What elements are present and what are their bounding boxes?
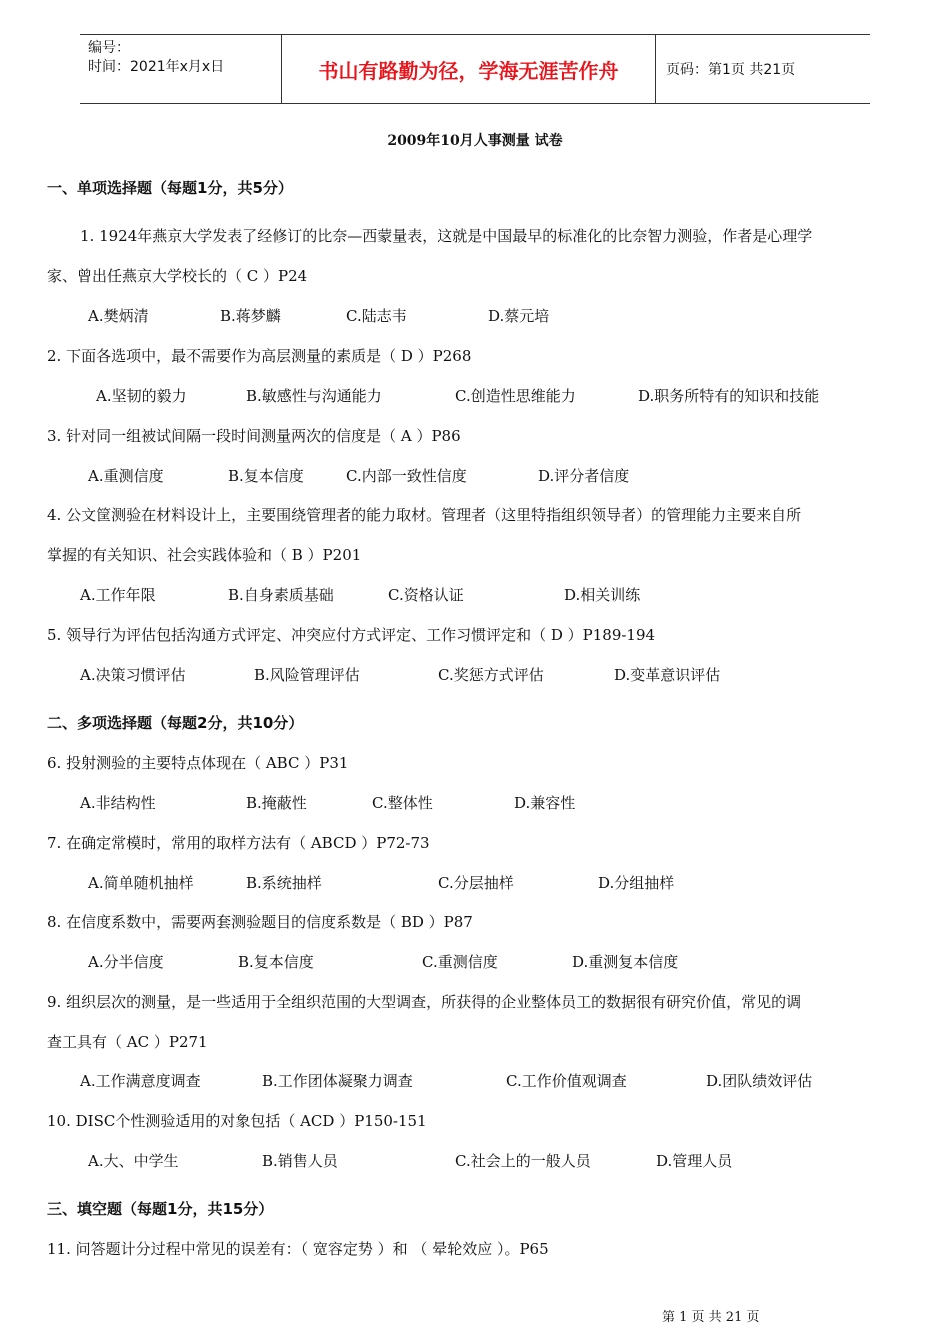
- question-5: 5. 领导行为评估包括沟通方式评定、冲突应付方式评定、工作习惯评定和（ D ）P189-194: [47, 626, 656, 644]
- question-9-line-2: 查工具有（ AC ）P271: [47, 1033, 208, 1051]
- q9-option-a: A.工作满意度调查: [80, 1072, 201, 1090]
- question-10: 10. DISC个性测验适用的对象包括（ ACD ）P150-151: [47, 1112, 427, 1130]
- q5-option-d: D.变革意识评估: [614, 666, 721, 684]
- question-2: 2. 下面各选项中，最不需要作为高层测量的素质是（ D ）P268: [47, 347, 472, 365]
- q9-option-c: C.工作价值观调查: [506, 1072, 627, 1090]
- code-label: 编号：: [88, 40, 130, 56]
- q6-option-c: C.整体性: [372, 794, 433, 812]
- q3-option-b: B.复本信度: [228, 467, 304, 485]
- q6-option-b: B.掩蔽性: [246, 794, 307, 812]
- header-page-info: 页码：第1页 共21页: [666, 62, 796, 78]
- document-title: 2009年10月人事测量 试卷: [387, 133, 563, 149]
- q9-option-d: D.团队绩效评估: [706, 1072, 813, 1090]
- question-7: 7. 在确定常模时，常用的取样方法有（ ABCD ）P72-73: [47, 834, 430, 852]
- q7-option-c: C.分层抽样: [438, 874, 514, 892]
- q3-option-a: A.重测信度: [88, 467, 164, 485]
- q3-option-c: C.内部一致性信度: [346, 467, 467, 485]
- section-heading-2: 二、多项选择题（每题2分，共10分）: [47, 714, 304, 732]
- q4-option-c: C.资格认证: [388, 586, 464, 604]
- q10-option-d: D.管理人员: [656, 1152, 733, 1170]
- question-8: 8. 在信度系数中，需要两套测验题目的信度系数是（ BD ）P87: [47, 913, 473, 931]
- q10-option-c: C.社会上的一般人员: [455, 1152, 591, 1170]
- q4-option-a: A.工作年限: [80, 586, 156, 604]
- q4-option-d: D.相关训练: [564, 586, 641, 604]
- q4-option-b: B.自身素质基础: [228, 586, 334, 604]
- q2-option-d: D.职务所特有的知识和技能: [638, 387, 820, 405]
- q2-option-a: A.坚韧的毅力: [96, 387, 187, 405]
- header-motto: 书山有路勤为径，学海无涯苦作舟: [282, 35, 656, 103]
- q8-option-a: A.分半信度: [88, 953, 164, 971]
- page-header: [80, 34, 870, 104]
- q8-option-d: D.重测复本信度: [572, 953, 679, 971]
- q2-option-b: B.敏感性与沟通能力: [246, 387, 382, 405]
- time-label: 时间：2021年x月x日: [88, 59, 225, 75]
- q1-option-c: C.陆志韦: [346, 307, 407, 325]
- q8-option-c: C.重测信度: [422, 953, 498, 971]
- question-3: 3. 针对同一组被试间隔一段时间测量两次的信度是（ A ）P86: [47, 427, 461, 445]
- question-4-line-1: 4. 公文筐测验在材料设计上，主要围绕管理者的能力取材。管理者（这里特指组织领导者）的管理能力主要来自所: [47, 506, 802, 524]
- question-9-line-1: 9. 组织层次的测量，是一些适用于全组织范围的大型调查，所获得的企业整体员工的数据很有研究价值，常见的调: [47, 993, 802, 1011]
- header-meta: [80, 35, 282, 103]
- q5-option-b: B.风险管理评估: [254, 666, 360, 684]
- q2-option-c: C.创造性思维能力: [455, 387, 576, 405]
- q5-option-a: A.决策习惯评估: [80, 666, 186, 684]
- q5-option-c: C.奖惩方式评估: [438, 666, 544, 684]
- question-6: 6. 投射测验的主要特点体现在（ ABC ）P31: [47, 754, 349, 772]
- question-1-line-1: 1. 1924年燕京大学发表了经修订的比奈—西蒙量表，这就是中国最早的标准化的比奈智力测验，作者是心理学: [80, 227, 813, 245]
- page-footer: 第 1 页 共 21 页: [662, 1310, 760, 1325]
- q3-option-d: D.评分者信度: [538, 467, 630, 485]
- q7-option-d: D.分组抽样: [598, 874, 675, 892]
- section-heading-1: 一、单项选择题（每题1分，共5分）: [47, 179, 293, 197]
- q7-option-b: B.系统抽样: [246, 874, 322, 892]
- question-11: 11. 问答题计分过程中常见的误差有：（ 宽容定势 ）和 （ 晕轮效应 ）。P65: [47, 1240, 549, 1258]
- q1-option-d: D.蔡元培: [488, 307, 550, 325]
- question-4-line-2: 掌握的有关知识、社会实践体验和（ B ）P201: [47, 546, 362, 564]
- question-1-line-2: 家、曾出任燕京大学校长的（ C ）P24: [47, 267, 308, 285]
- q7-option-a: A.简单随机抽样: [88, 874, 194, 892]
- q10-option-a: A.大、中学生: [88, 1152, 179, 1170]
- section-heading-3: 三、填空题（每题1分，共15分）: [47, 1200, 274, 1218]
- q8-option-b: B.复本信度: [238, 953, 314, 971]
- q10-option-b: B.销售人员: [262, 1152, 338, 1170]
- q9-option-b: B.工作团体凝聚力调查: [262, 1072, 413, 1090]
- q6-option-d: D.兼容性: [514, 794, 576, 812]
- q1-option-b: B.蒋梦麟: [220, 307, 281, 325]
- q6-option-a: A.非结构性: [80, 794, 156, 812]
- q1-option-a: A.樊炳清: [88, 307, 149, 325]
